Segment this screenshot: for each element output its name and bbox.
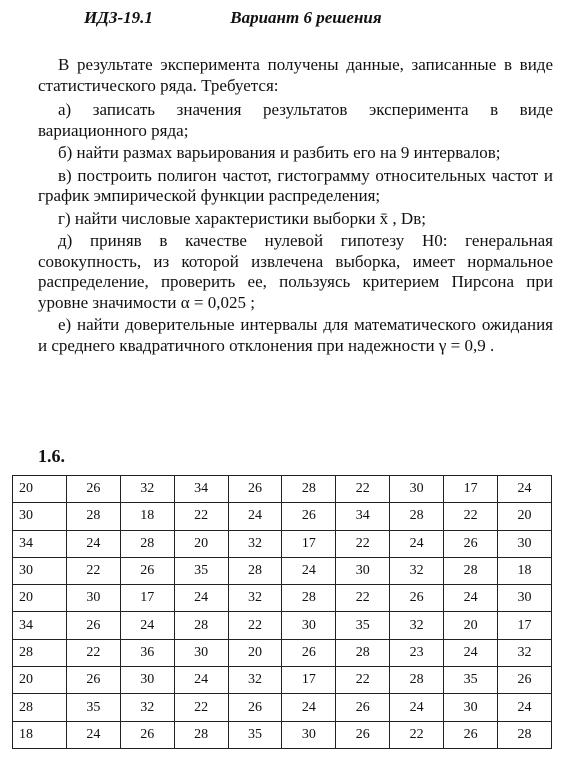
table-cell: 20 xyxy=(13,585,67,612)
table-cell: 32 xyxy=(228,667,282,694)
table-cell: 20 xyxy=(13,476,67,503)
table-row xyxy=(13,503,552,530)
task-c: в) построить полигон частот, гистограмму относительных частот и график эмпирической функции распределения; xyxy=(38,165,553,205)
task-e: д) приняв в качестве нулевой гипотезу H0: генеральная совокупность, из которой извлечена выборка, имеет нормальное распределение, проверить ее, пользуясь критерием Пирсона при уровне значимости α = 0,025 ; xyxy=(38,231,553,312)
table-cell: 26 xyxy=(120,557,174,584)
table-cell: 26 xyxy=(390,585,444,612)
table-cell: 22 xyxy=(390,721,444,748)
table-cell: 22 xyxy=(444,503,498,530)
table-cell: 30 xyxy=(282,721,336,748)
table-cell: 28 xyxy=(390,667,444,694)
table-cell: 32 xyxy=(228,530,282,557)
table-cell: 17 xyxy=(282,667,336,694)
table-cell: 22 xyxy=(174,694,228,721)
table-cell: 24 xyxy=(174,667,228,694)
table-cell: 26 xyxy=(444,721,498,748)
table-cell: 18 xyxy=(13,721,67,748)
table-row xyxy=(13,721,552,748)
table-cell: 28 xyxy=(66,503,120,530)
table-cell: 24 xyxy=(174,585,228,612)
table-cell: 30 xyxy=(120,667,174,694)
table-cell: 24 xyxy=(120,612,174,639)
table-cell: 30 xyxy=(498,585,552,612)
table-cell: 22 xyxy=(336,667,390,694)
table-cell: 24 xyxy=(390,530,444,557)
table-cell: 30 xyxy=(498,530,552,557)
table-cell: 28 xyxy=(228,557,282,584)
table-cell: 26 xyxy=(498,667,552,694)
table-cell: 28 xyxy=(13,694,67,721)
table-cell: 18 xyxy=(498,557,552,584)
table-cell: 22 xyxy=(228,612,282,639)
table-row xyxy=(13,530,552,557)
table-cell: 24 xyxy=(66,530,120,557)
table-cell: 20 xyxy=(174,530,228,557)
table-cell: 22 xyxy=(336,476,390,503)
table-cell: 20 xyxy=(13,667,67,694)
table-cell: 35 xyxy=(228,721,282,748)
table-cell: 28 xyxy=(282,585,336,612)
table-cell: 20 xyxy=(498,503,552,530)
table-cell: 30 xyxy=(444,694,498,721)
page-header xyxy=(84,8,382,28)
table-cell: 30 xyxy=(66,585,120,612)
table-cell: 17 xyxy=(282,530,336,557)
table-row xyxy=(13,694,552,721)
table-row xyxy=(13,667,552,694)
table-cell: 28 xyxy=(282,476,336,503)
table-cell: 17 xyxy=(498,612,552,639)
table-cell: 35 xyxy=(444,667,498,694)
table-cell: 32 xyxy=(120,694,174,721)
table-row xyxy=(13,585,552,612)
problem-statement xyxy=(38,55,553,358)
table-cell: 34 xyxy=(174,476,228,503)
table-row xyxy=(13,557,552,584)
table-cell: 26 xyxy=(228,694,282,721)
table-cell: 24 xyxy=(444,585,498,612)
table-cell: 22 xyxy=(66,639,120,666)
table-cell: 35 xyxy=(66,694,120,721)
table-row xyxy=(13,476,552,503)
table-cell: 24 xyxy=(228,503,282,530)
table-cell: 24 xyxy=(282,694,336,721)
table-cell: 22 xyxy=(66,557,120,584)
table-cell: 22 xyxy=(174,503,228,530)
table-cell: 32 xyxy=(390,612,444,639)
table-cell: 28 xyxy=(120,530,174,557)
table-row xyxy=(13,639,552,666)
table-cell: 26 xyxy=(336,721,390,748)
table-cell: 24 xyxy=(498,476,552,503)
table-cell: 26 xyxy=(282,639,336,666)
table-cell: 24 xyxy=(282,557,336,584)
table-cell: 30 xyxy=(282,612,336,639)
table-cell: 26 xyxy=(66,612,120,639)
table-cell: 30 xyxy=(336,557,390,584)
table-cell: 36 xyxy=(120,639,174,666)
table-cell: 32 xyxy=(498,639,552,666)
table-cell: 30 xyxy=(174,639,228,666)
table-cell: 23 xyxy=(390,639,444,666)
table-cell: 26 xyxy=(336,694,390,721)
table-cell: 30 xyxy=(13,557,67,584)
table-cell: 28 xyxy=(336,639,390,666)
table-cell: 28 xyxy=(498,721,552,748)
table-cell: 30 xyxy=(390,476,444,503)
table-cell: 32 xyxy=(228,585,282,612)
task-f: е) найти доверительные интервалы для математического ожидания и среднего квадратичного отклонения при надежности γ = 0,9 . xyxy=(38,315,553,355)
table-cell: 34 xyxy=(13,530,67,557)
table-row xyxy=(13,612,552,639)
table-cell: 20 xyxy=(228,639,282,666)
table-cell: 28 xyxy=(444,557,498,584)
table-cell: 26 xyxy=(228,476,282,503)
table-cell: 24 xyxy=(498,694,552,721)
variant-title: Вариант 6 решения xyxy=(230,8,382,27)
table-cell: 35 xyxy=(174,557,228,584)
table-cell: 24 xyxy=(444,639,498,666)
table-cell: 26 xyxy=(120,721,174,748)
task-b: б) найти размах варьирования и разбить его на 9 интервалов; xyxy=(58,143,501,162)
table-cell: 26 xyxy=(66,667,120,694)
table-cell: 35 xyxy=(336,612,390,639)
table-cell: 22 xyxy=(336,585,390,612)
table-cell: 32 xyxy=(390,557,444,584)
table-cell: 28 xyxy=(390,503,444,530)
table-cell: 30 xyxy=(13,503,67,530)
task-a: а) записать значения результатов эксперимента в виде вариационного ряда; xyxy=(38,100,553,140)
table-cell: 22 xyxy=(336,530,390,557)
table-cell: 26 xyxy=(66,476,120,503)
assignment-code: ИДЗ-19.1 xyxy=(84,8,153,27)
table-cell: 28 xyxy=(174,612,228,639)
task-d: г) найти числовые характеристики выборки x̄ , Dв; xyxy=(58,208,426,228)
problem-number: 1.6. xyxy=(38,446,65,466)
table-cell: 20 xyxy=(444,612,498,639)
table-cell: 18 xyxy=(120,503,174,530)
table-cell: 26 xyxy=(444,530,498,557)
table-cell: 26 xyxy=(282,503,336,530)
table-cell: 24 xyxy=(66,721,120,748)
table-cell: 17 xyxy=(444,476,498,503)
table-cell: 34 xyxy=(336,503,390,530)
table-cell: 24 xyxy=(390,694,444,721)
table-cell: 32 xyxy=(120,476,174,503)
data-table xyxy=(12,475,552,749)
intro-paragraph: В результате эксперимента получены данные, записанные в виде статистического ряда. Требуется: xyxy=(38,55,553,95)
table-cell: 34 xyxy=(13,612,67,639)
table-cell: 17 xyxy=(120,585,174,612)
table-cell: 28 xyxy=(13,639,67,666)
table-cell: 28 xyxy=(174,721,228,748)
